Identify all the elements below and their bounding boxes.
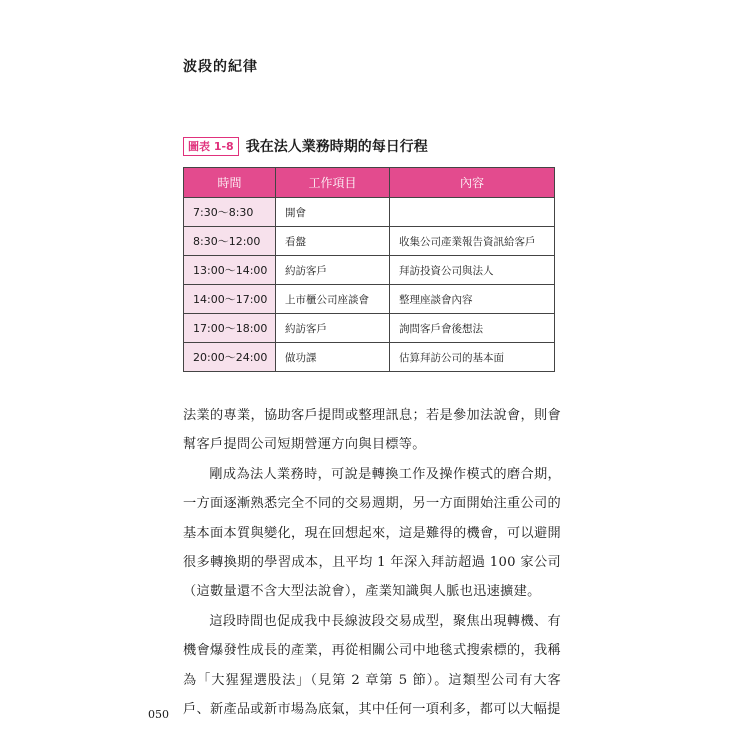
task-cell: 看盤 bbox=[276, 227, 390, 256]
content-cell: 整理座談會內容 bbox=[390, 285, 555, 314]
table-row bbox=[184, 285, 555, 314]
column-header-content: 內容 bbox=[390, 168, 555, 198]
paragraph: 這段時間也促成我中長線波段交易成型，聚焦出現轉機、有機會爆發性成長的產業，再從相關公司中地毯式搜索標的，我稱為「大猩猩選股法」（見第 2 章第 5 節）。這類型公司有大客戶、新產品或新市場為底氣，其中任何一項利多，都可以大幅提 bbox=[183, 613, 561, 718]
figure-title: 我在法人業務時期的每日行程 bbox=[245, 139, 428, 155]
table-row bbox=[184, 227, 555, 256]
paragraph: 法業的專業，協助客戶提問或整理訊息；若是參加法說會，則會幫客戶提問公司短期營運方向與目標等。 bbox=[183, 408, 561, 453]
task-cell: 開會 bbox=[276, 198, 390, 227]
table-row bbox=[184, 198, 555, 227]
task-cell: 約訪客戶 bbox=[276, 256, 390, 285]
paragraph: 剛成為法人業務時，可說是轉換工作及操作模式的磨合期，一方面逐漸熟悉完全不同的交易週期，另一方面開始注重公司的基本面本質與變化，現在回想起來，這是難得的機會，可以避開很多轉換期的學習成本，且平均 1 年深入拜訪超過 100 家公司（這數量還不含大型法說會），產業知識與人脈也迅速擴建。 bbox=[183, 466, 561, 600]
task-cell: 約訪客戶 bbox=[276, 314, 390, 343]
time-cell: 20:00～24:00 bbox=[184, 343, 276, 372]
content-cell bbox=[390, 198, 555, 227]
content-cell: 拜訪投資公司與法人 bbox=[390, 256, 555, 285]
content-cell: 估算拜訪公司的基本面 bbox=[390, 343, 555, 372]
time-cell: 17:00～18:00 bbox=[184, 314, 276, 343]
time-cell: 14:00～17:00 bbox=[184, 285, 276, 314]
task-cell: 上市櫃公司座談會 bbox=[276, 285, 390, 314]
task-cell: 做功課 bbox=[276, 343, 390, 372]
table-row bbox=[184, 343, 555, 372]
table-row bbox=[184, 256, 555, 285]
time-cell: 8:30～12:00 bbox=[184, 227, 276, 256]
body-text bbox=[183, 401, 561, 724]
content-cell: 詢問客戶會後想法 bbox=[390, 314, 555, 343]
schedule-table bbox=[183, 167, 555, 372]
table-header-row bbox=[184, 168, 555, 198]
time-cell: 7:30～8:30 bbox=[184, 198, 276, 227]
table-row bbox=[184, 314, 555, 343]
column-header-task: 工作項目 bbox=[276, 168, 390, 198]
page-number: 050 bbox=[148, 708, 169, 721]
column-header-time: 時間 bbox=[184, 168, 276, 198]
figure-label: 圖表 1-8 bbox=[183, 137, 239, 156]
content-cell: 收集公司產業報告資訊給客戶 bbox=[390, 227, 555, 256]
time-cell: 13:00～14:00 bbox=[184, 256, 276, 285]
figure-caption bbox=[183, 136, 428, 156]
running-header: 波段的紀律 bbox=[183, 59, 258, 75]
